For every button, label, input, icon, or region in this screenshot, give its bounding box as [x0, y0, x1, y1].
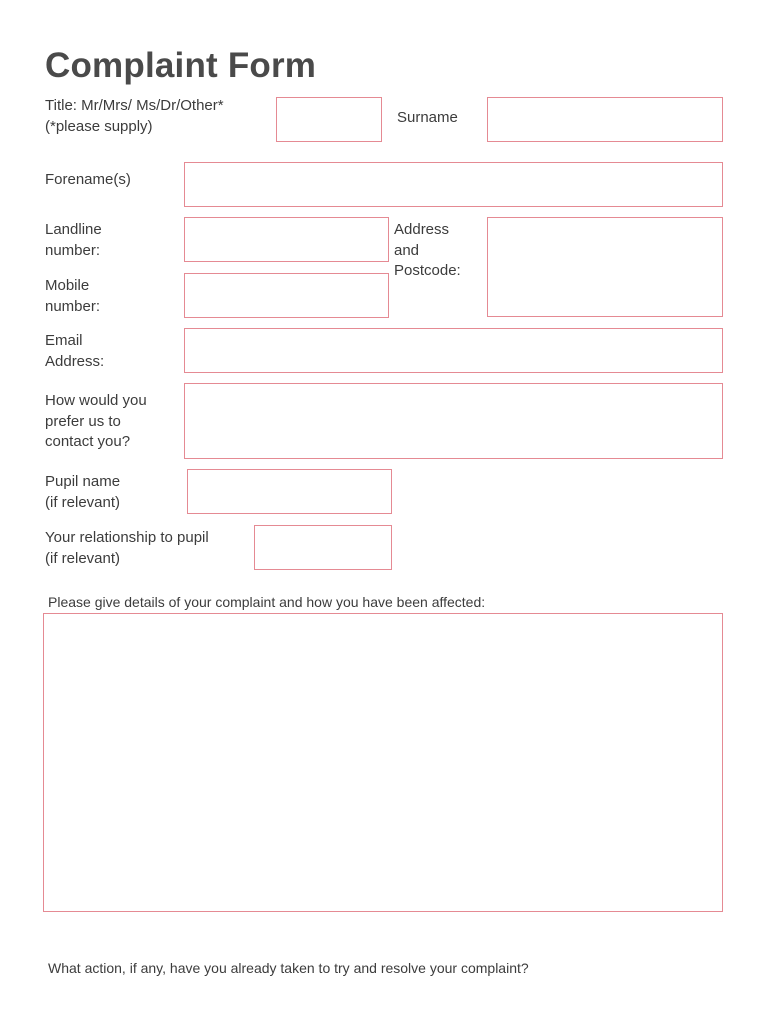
mobile-label: Mobile number: [45, 277, 101, 315]
title-input[interactable] [276, 97, 382, 142]
title-label: Title: Mr/Mrs/ Ms/Dr/Other* (*please supply) [45, 97, 224, 135]
action-prompt: What action, if any, have you already taken to try and resolve your complaint? [48, 960, 529, 976]
mobile-input[interactable] [184, 273, 389, 318]
surname-input[interactable] [487, 97, 723, 142]
forenames-label: Forename(s) [45, 171, 131, 188]
email-input[interactable] [184, 328, 723, 373]
complaint-details-textarea[interactable] [43, 613, 723, 912]
address-label: Address and Postcode: [394, 221, 461, 279]
surname-label: Surname [397, 109, 458, 126]
details-prompt: Please give details of your complaint and how you have been affected: [48, 594, 486, 610]
forenames-input[interactable] [184, 162, 723, 207]
address-input[interactable] [487, 217, 723, 317]
contact-preference-input[interactable] [184, 383, 723, 459]
relationship-input[interactable] [254, 525, 392, 570]
page-title: Complaint Form [45, 46, 317, 85]
landline-label: Landline number: [45, 221, 102, 259]
landline-input[interactable] [184, 217, 389, 262]
pupil-name-input[interactable] [187, 469, 392, 514]
email-label: Email Address: [45, 332, 105, 370]
contact-preference-label: How would you prefer us to contact you? [45, 392, 147, 450]
pupil-name-label: Pupil name (if relevant) [45, 473, 121, 511]
relationship-label: Your relationship to pupil (if relevant) [45, 529, 209, 567]
